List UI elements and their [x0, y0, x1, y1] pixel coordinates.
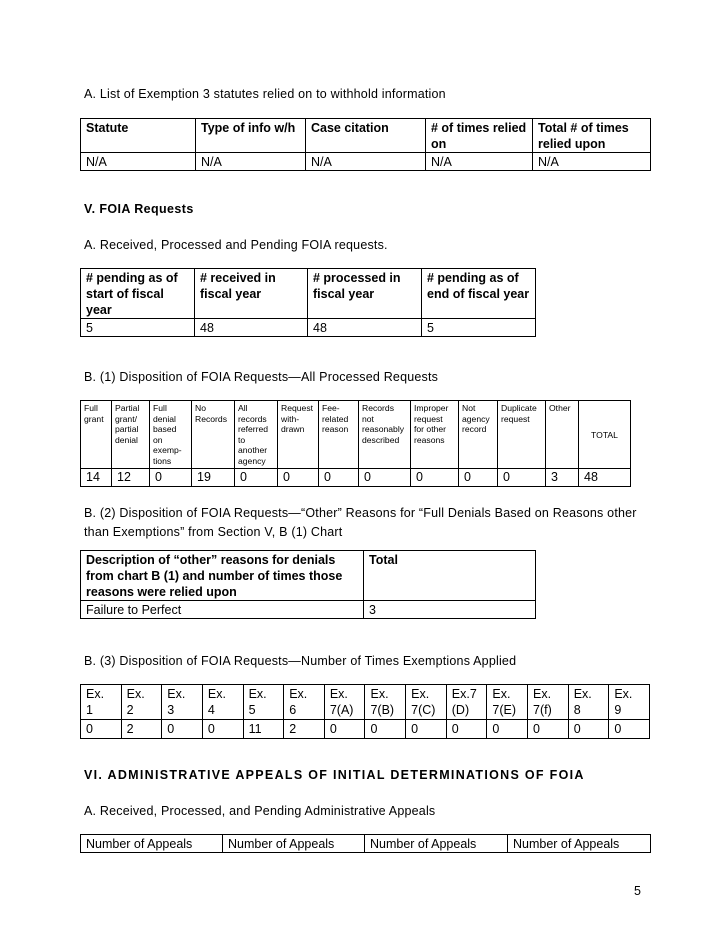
table-header: Total: [364, 551, 536, 601]
table-cell: 5: [81, 319, 195, 337]
exemption-label: Ex.7: [451, 687, 477, 701]
table-header: # received in fiscal year: [195, 269, 308, 319]
table-header: # of times relied on: [426, 119, 533, 153]
table-header: Number of Appeals: [365, 835, 508, 853]
table-cell: 0: [359, 469, 411, 487]
exemption-label: 7(E): [492, 703, 517, 717]
exemption-label: Ex.: [492, 687, 511, 701]
table-header: [202, 685, 243, 720]
appeals-table: [80, 834, 651, 853]
exemption-label: Ex.: [329, 687, 348, 701]
exemptions-applied-caption: B. (3) Disposition of FOIA Requests—Number of Times Exemptions Applied: [84, 654, 517, 668]
table-cell: 14: [81, 469, 112, 487]
table-header: [487, 685, 528, 720]
exemption-label: Ex.: [533, 687, 552, 701]
exemption-label: 7(C): [411, 703, 436, 717]
table-header: [81, 685, 122, 720]
table-header: Description of “other” reasons for denials from chart B (1) and number of times those reasons were relied upon: [81, 551, 364, 601]
table-header: Type of info w/h: [196, 119, 306, 153]
table-header: # processed in fiscal year: [308, 269, 422, 319]
table-header: Partial grant/ partial denial: [112, 401, 150, 469]
exemption-label: 4: [207, 703, 215, 717]
table-cell: 0: [365, 720, 406, 739]
table-cell: 0: [498, 469, 546, 487]
table-header: [568, 685, 609, 720]
table-cell: 0: [162, 720, 203, 739]
table-cell: 0: [568, 720, 609, 739]
table-cell: 0: [81, 720, 122, 739]
table-header: Improper request for other reasons: [411, 401, 459, 469]
table-cell: 2: [121, 720, 162, 739]
table-header: All records referred to another agency: [235, 401, 278, 469]
exemption-label: 7(A): [329, 703, 354, 717]
exemption-label: 2: [126, 703, 134, 717]
table-header: Not agency record: [459, 401, 498, 469]
table-header: TOTAL: [579, 401, 631, 469]
exemption-label: 7(B): [370, 703, 395, 717]
table-cell: 0: [446, 720, 487, 739]
disposition-caption: B. (1) Disposition of FOIA Requests—All Processed Requests: [84, 370, 439, 384]
table-cell: 0: [319, 469, 359, 487]
table-header: Request with-drawn: [278, 401, 319, 469]
section-vi-a-caption: A. Received, Processed, and Pending Administrative Appeals: [84, 804, 436, 818]
table-header: Records not reasonably described: [359, 401, 411, 469]
table-header: Number of Appeals: [81, 835, 223, 853]
exemption-label: Ex.: [289, 687, 308, 701]
exemption-label: Ex.: [207, 687, 226, 701]
table-header: [162, 685, 203, 720]
exemption-label: Ex.: [411, 687, 430, 701]
table-cell: 0: [202, 720, 243, 739]
table-cell: 2: [284, 720, 325, 739]
exemptions-applied-table: [80, 684, 650, 739]
exemption-label: 3: [167, 703, 175, 717]
section-v-heading: V. FOIA Requests: [84, 202, 194, 216]
table-cell: 0: [324, 720, 365, 739]
table-cell: 0: [609, 720, 650, 739]
table-header: [365, 685, 406, 720]
other-reasons-caption: B. (2) Disposition of FOIA Requests—“Other” Reasons for “Full Denials Based on Reasons other than Exemptions” from Section V, B (1) Chart: [84, 506, 637, 539]
table-header: Full denial based on exemp-tions: [150, 401, 192, 469]
table-header: Number of Appeals: [223, 835, 365, 853]
foia-requests-table: [80, 268, 536, 337]
exemption-label: 1: [86, 703, 93, 717]
table-header: [284, 685, 325, 720]
table-cell: 3: [364, 601, 536, 619]
exemption3-caption: A. List of Exemption 3 statutes relied on to withhold information: [84, 87, 446, 101]
table-cell: 48: [195, 319, 308, 337]
exemption-label: 6: [289, 703, 297, 717]
exemption-label: 9: [614, 703, 622, 717]
table-cell: 0: [459, 469, 498, 487]
exemption-label: Ex.: [370, 687, 389, 701]
exemption-label: Ex.: [573, 687, 592, 701]
table-cell: 48: [308, 319, 422, 337]
exemption3-table: [80, 118, 651, 171]
table-header: [121, 685, 162, 720]
table-cell: 0: [406, 720, 447, 739]
table-cell: 5: [422, 319, 536, 337]
page-number: 5: [634, 884, 642, 898]
table-cell: 0: [235, 469, 278, 487]
table-cell: 12: [112, 469, 150, 487]
table-header: Full grant: [81, 401, 112, 469]
section-vi-heading: VI. ADMINISTRATIVE APPEALS OF INITIAL DETERMINATIONS OF FOIA: [84, 768, 585, 782]
table-cell: 48: [579, 469, 631, 487]
disposition-table: [80, 400, 631, 487]
table-cell: N/A: [426, 153, 533, 171]
table-header: [406, 685, 447, 720]
table-cell: 0: [487, 720, 528, 739]
table-header: No Records: [192, 401, 235, 469]
table-cell: N/A: [533, 153, 651, 171]
table-cell: 11: [243, 720, 284, 739]
table-header: # pending as of start of fiscal year: [81, 269, 195, 319]
exemption-label: (D): [451, 703, 470, 717]
table-header: [324, 685, 365, 720]
table-cell: 19: [192, 469, 235, 487]
exemption-label: Ex.: [614, 687, 633, 701]
table-cell: 3: [546, 469, 579, 487]
table-header: [528, 685, 569, 720]
exemption-label: 8: [573, 703, 581, 717]
table-header: # pending as of end of fiscal year: [422, 269, 536, 319]
table-header: Number of Appeals: [508, 835, 651, 853]
table-cell: N/A: [306, 153, 426, 171]
table-header: Case citation: [306, 119, 426, 153]
table-cell: Failure to Perfect: [81, 601, 364, 619]
table-header: [446, 685, 487, 720]
table-header: [609, 685, 650, 720]
table-header: Statute: [81, 119, 196, 153]
table-header: [243, 685, 284, 720]
table-header: Total # of times relied upon: [533, 119, 651, 153]
exemption-label: Ex.: [86, 687, 105, 701]
exemption-label: Ex.: [167, 687, 186, 701]
exemption-label: 7(f): [533, 703, 552, 717]
table-cell: 0: [528, 720, 569, 739]
exemption-label: Ex.: [248, 687, 267, 701]
section-v-a-caption: A. Received, Processed and Pending FOIA requests.: [84, 238, 388, 252]
table-cell: 0: [278, 469, 319, 487]
table-cell: N/A: [81, 153, 196, 171]
table-cell: N/A: [196, 153, 306, 171]
exemption-label: 5: [248, 703, 256, 717]
table-cell: 0: [150, 469, 192, 487]
table-header: Other: [546, 401, 579, 469]
exemption-label: Ex.: [126, 687, 145, 701]
table-header: Duplicate request: [498, 401, 546, 469]
other-reasons-table: [80, 550, 536, 619]
table-header: Fee-related reason: [319, 401, 359, 469]
table-cell: 0: [411, 469, 459, 487]
